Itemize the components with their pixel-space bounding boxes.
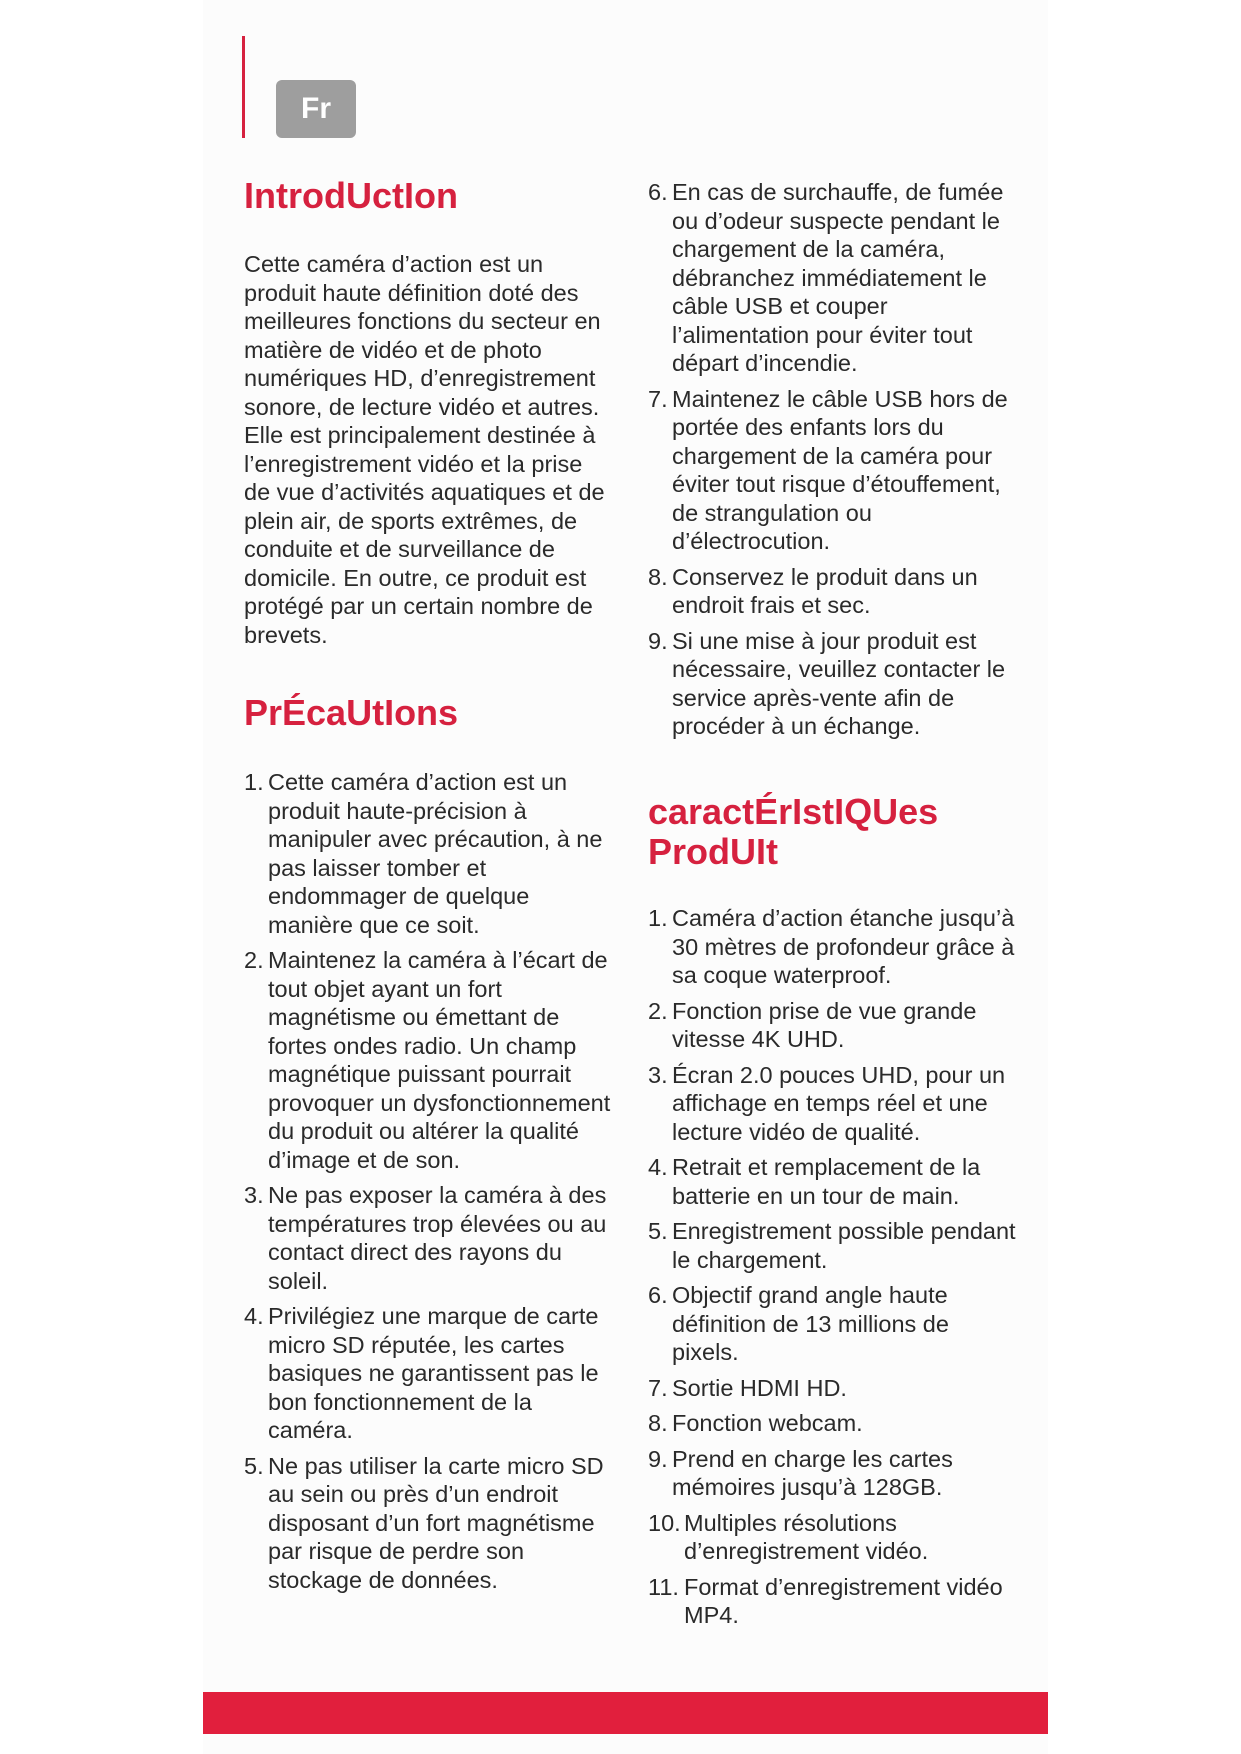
list-item [648,1281,1020,1367]
list-item-text: Enregistrement possible pendant le chargement. [672,1218,1016,1273]
list-item-text: Si une mise à jour produit est nécessaire, veuillez contacter le service après-vente afin de procéder à un échange. [672,627,1006,739]
list-item-text: Ne pas exposer la caméra à des températures trop élevées ou au contact direct des rayons du soleil. [268,1182,607,1294]
list-item-number: 9. [648,1445,668,1472]
list-item-number: 6. [648,1282,668,1308]
list-item [244,1181,614,1295]
list-item-number: 7. [648,385,668,412]
list-item-text: Maintenez le câble USB hors de portée des enfants lors du chargement de la caméra pour éviter tout risque d’étouffement, de strangulation ou d’électrocution. [672,385,1008,554]
list-item [648,178,1020,378]
precautions-list-part2 [648,178,1020,748]
list-item-number: 4. [244,1303,264,1329]
introduction-title: IntrodUctIon [244,175,458,216]
list-item-number: 4. [648,1154,668,1180]
list-item-text: Fonction prise de vue grande vitesse 4K UHD. [672,997,977,1052]
list-item-number: 2. [244,947,264,973]
list-item-text: Prend en charge les cartes mémoires jusqu’à 128GB. [672,1445,953,1500]
list-item-number: 6. [648,179,668,205]
list-item-text: Maintenez la caméra à l’écart de tout objet ayant un fort magnétisme ou émettant de fortes ondes radio. Un champ magnétique puissant pourrait provoquer un dysfonctionnement du produit ou altérer la qualité d’image et de son. [268,947,611,1173]
features-title-line2: ProdUIt [648,831,778,872]
list-item-text: Caméra d’action étanche jusqu’à 30 mètres de profondeur grâce à sa coque waterproof. [672,905,1015,988]
list-item [648,563,1020,620]
list-item-text: Privilégiez une marque de carte micro SD réputée, les cartes basiques ne garantissent pas le bon fonctionnement de la caméra. [268,1303,599,1443]
list-item-number: 5. [648,1218,668,1244]
list-item-number: 9. [648,627,668,654]
list-item [244,946,614,1174]
list-item [648,1573,1020,1630]
footer-bar [203,1692,1048,1734]
precautions-title: PrÉcaUtIons [244,692,459,733]
list-item-text: Multiples résolutions d’enregistrement vidéo. [684,1509,929,1564]
list-item-number: 11. [648,1573,679,1600]
list-item [648,1509,1020,1566]
list-item-number: 5. [244,1452,264,1479]
list-item [648,904,1020,990]
list-item-text: Format d’enregistrement vidéo MP4. [684,1573,1003,1628]
list-item-text: Fonction webcam. [672,1410,863,1436]
features-list [648,904,1020,1637]
list-item [648,1217,1020,1274]
list-item-text: Conservez le produit dans un endroit frais et sec. [672,563,978,618]
list-item-text: Écran 2.0 pouces UHD, pour un affichage en temps réel et une lecture vidéo de qualité. [672,1061,1006,1145]
list-item [244,1452,614,1595]
list-item-text: En cas de surchauffe, de fumée ou d’odeur suspecte pendant le chargement de la caméra, débranchez immédiatement le câble USB et couper l’alimentation pour éviter tout départ d’incendie. [672,179,1004,376]
list-item [648,997,1020,1054]
list-item-text: Ne pas utiliser la carte micro SD au sein ou près d’un endroit disposant d’un fort magnétisme par risque de perdre son stockage de données. [268,1452,604,1593]
list-item-number: 3. [244,1182,264,1208]
list-item-number: 7. [648,1374,668,1401]
precautions-list-part1 [244,768,614,1601]
left-accent-rule [242,36,245,138]
list-item [648,385,1020,556]
list-item-text: Cette caméra d’action est un produit haute-précision à manipuler avec précaution, à ne pas laisser tomber et endommager de quelque manière que ce soit. [268,769,603,938]
list-item-number: 3. [648,1061,668,1088]
list-item [648,627,1020,741]
list-item [648,1153,1020,1210]
list-item [648,1409,1020,1438]
list-item-text: Retrait et remplacement de la batterie en un tour de main. [672,1154,981,1209]
features-title-line1: caractÉrIstIQUes [648,791,939,832]
list-item-number: 8. [648,563,668,590]
list-item-number: 1. [648,905,668,931]
language-badge: Fr [276,80,356,138]
list-item-number: 1. [244,769,264,795]
list-item [244,768,614,939]
list-item [244,1302,614,1445]
list-item-number: 10. [648,1509,681,1536]
list-item-text: Sortie HDMI HD. [672,1374,847,1401]
introduction-text: Cette caméra d’action est un produit haute définition doté des meilleures fonctions du secteur en matière de vidéo et de photo numériques HD, d’enregistrement sonore, de lecture vidéo et autres. Elle est principalement destinée à l’enregistrement vidéo et la prise de vue d’activités aquatiques et de plein air, de sports extrêmes, de conduite et de surveillance de domicile. En outre, ce produit est protégé par un certain nombre de brevets. [244,251,605,648]
list-item [648,1061,1020,1147]
list-item-text: Objectif grand angle haute définition de 13 millions de pixels. [672,1282,949,1365]
list-item-number: 8. [648,1410,668,1436]
list-item [648,1374,1020,1403]
list-item [648,1445,1020,1502]
list-item-number: 2. [648,997,668,1024]
